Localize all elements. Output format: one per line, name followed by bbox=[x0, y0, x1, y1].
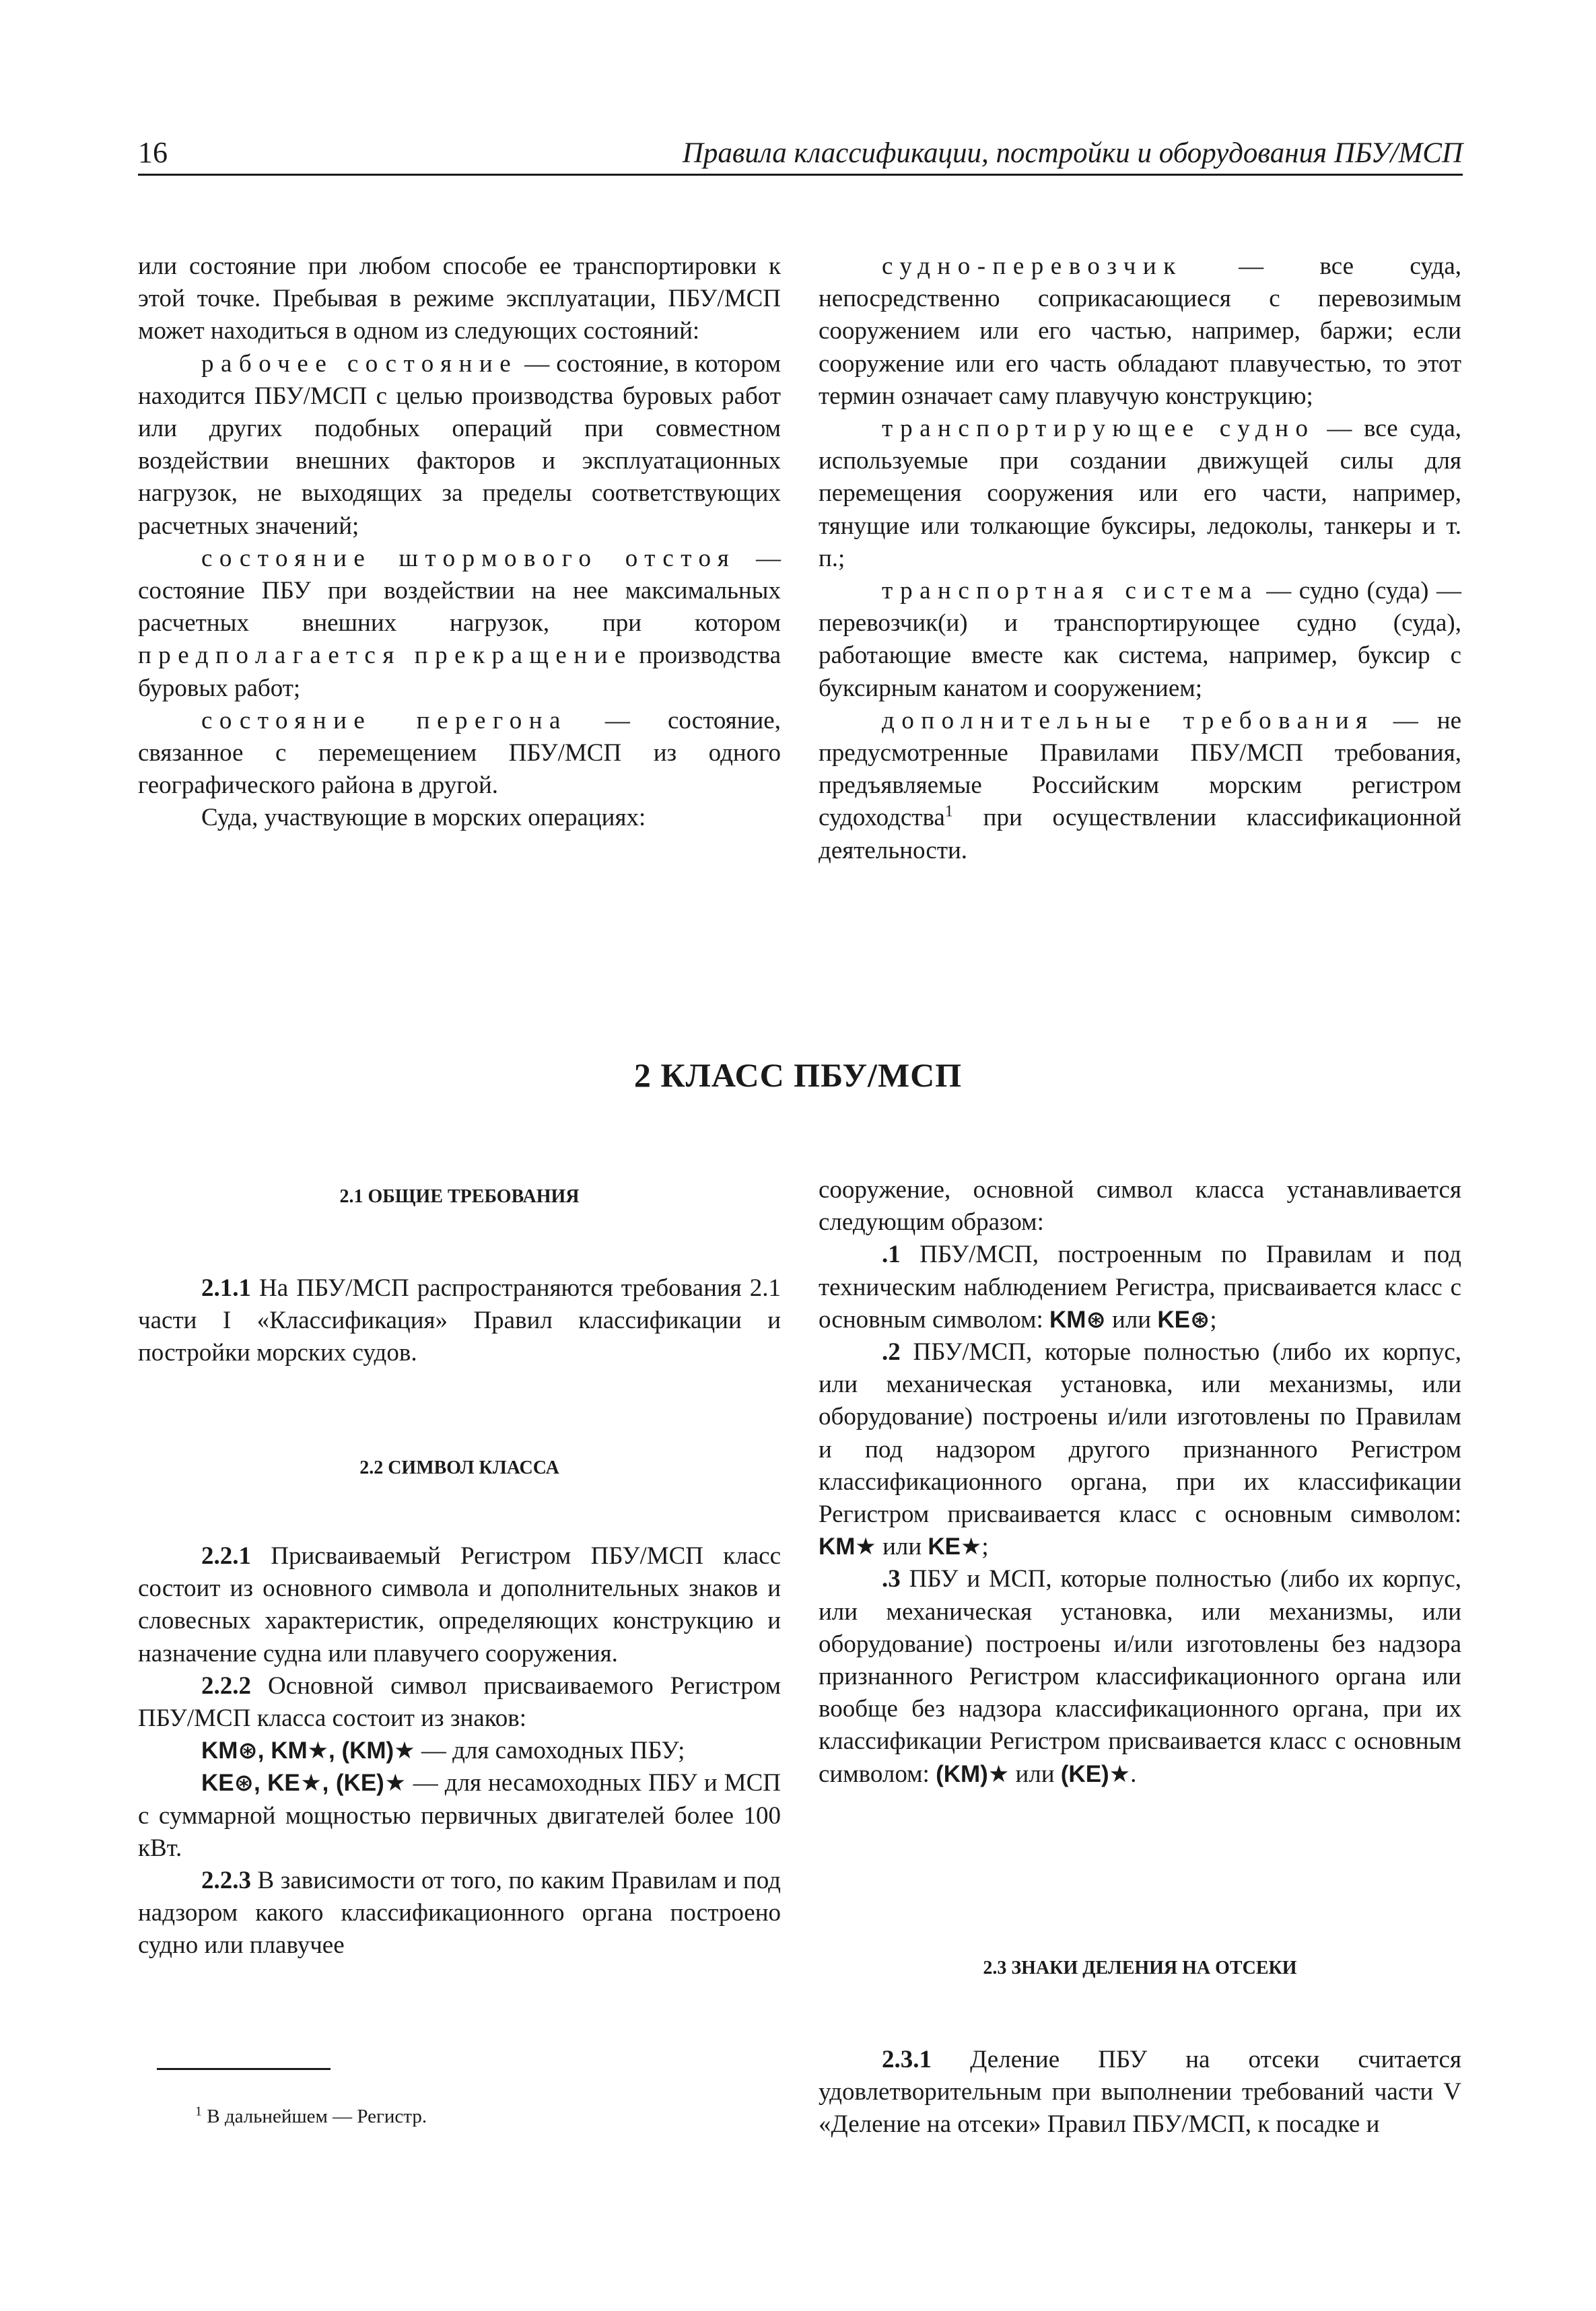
section-2-3-body bbox=[819, 2044, 1461, 2141]
definition-transport-system: транспортная система — судно (суда) — перевозчик(и) и транспортирующее судно (суда), работающие вместе как система, например, буксир с буксирным канатом и сооружением; bbox=[819, 577, 1461, 702]
definition-storm-state: состояние штормового отстоя — состояние ПБУ при воздействии на нее максимальных расчетных внешних нагрузок, при котором предполагается прекращение производства буровых работ; bbox=[138, 544, 781, 702]
term: транспортная система bbox=[882, 577, 1259, 605]
section-2-2-continued bbox=[819, 1174, 1461, 1791]
item-1: .1 ПБУ/МСП, построенным по Правилам и под техническим наблюдением Регистра, присваивается класс с основным символом: KM⊛ или KE⊛; bbox=[819, 1241, 1461, 1334]
top-right-column bbox=[819, 250, 1461, 867]
paragraph: Суда, участвующие в морских операциях: bbox=[201, 804, 646, 832]
symbol-line-non-self-propelled: KE⊛, KE★, (KE)★ — для несамоходных ПБУ и МСП с суммарной мощностью первичных двигателей более 100 кВт. bbox=[138, 1769, 781, 1862]
paragraph-2-3-1: 2.3.1 Деление ПБУ на отсеки считается удовлетворительным при выполнении требований части V «Деление на отсеки» Правил ПБУ/МСП, к посадке и bbox=[819, 2046, 1461, 2139]
paragraph: сооружение, основной символ класса устанавливается следующим образом: bbox=[819, 1176, 1461, 1237]
chapter-title: 2 КЛАСС ПБУ/МСП bbox=[633, 1056, 963, 1094]
class-symbols: KE⊛, KE★, (KE)★ bbox=[201, 1770, 407, 1797]
definition-additional-requirements: дополнительные требования — не предусмотренные Правилами ПБУ/МСП требования, предъявляемые Российским морским регистром судоходства$^1$ при осуществлении классификационной деятельности. bbox=[819, 706, 1461, 864]
section-title-2-1: 2.1 ОБЩИЕ ТРЕБОВАНИЯ bbox=[339, 1186, 580, 1207]
term: транспортирующее судно bbox=[882, 415, 1315, 443]
page-number: 16 bbox=[138, 136, 168, 169]
term: состояние штормового отстоя bbox=[201, 544, 736, 572]
section-2-1-body bbox=[138, 1272, 781, 1370]
item-3: .3 ПБУ и МСП, которые полностью (либо их корпус, или механическая установка, или механизмы, или оборудование) построены и/или изготовлены без надзора признанного Регистром классификационного органа или вообще без надзора классификационного органа, при их классификации Регистром присваивается класс с основным символом: (KM)★ или (KE)★. bbox=[819, 1565, 1461, 1788]
symbol-line-self-propelled: KM⊛, KM★, (KM)★ — для самоходных ПБУ; bbox=[201, 1737, 685, 1765]
item-2: .2 ПБУ/МСП, которые полностью (либо их корпус, или механическая установка, или механизмы, или оборудование) построены и/или изготовлены по Правилам и под надзором другого признанного Регистром классификационного органа, при их классификации Регистром присваивается класс с основным символом: KM★ или KE★; bbox=[819, 1338, 1461, 1561]
definition-transit-state: состояние перегона — состояние, связанное с перемещением ПБУ/МСП из одного географического района в другой. bbox=[138, 706, 781, 800]
paragraph-2-2-3: 2.2.3 В зависимости от того, по каким Правилам и под надзором какого классификационного органа построено судно или плавучее bbox=[138, 1867, 781, 1960]
term: дополнительные требования bbox=[882, 706, 1375, 734]
running-title: Правила классификации, постройки и оборудования ПБУ/МСП bbox=[682, 137, 1463, 169]
footnote-ref: 1 bbox=[944, 803, 953, 821]
page-header bbox=[138, 133, 1463, 176]
paragraph-2-1-1: 2.1.1 На ПБУ/МСП распространяются требования 2.1 части I «Классификация» Правил классификации и постройки морских судов. bbox=[138, 1274, 781, 1367]
term: рабочее состояние bbox=[201, 349, 518, 378]
top-left-column bbox=[138, 250, 781, 835]
paragraph-2-2-2: 2.2.2 Основной символ присваиваемого Регистром ПБУ/МСП класса состоит из знаков: bbox=[138, 1671, 781, 1733]
footnote-divider bbox=[157, 2068, 331, 2070]
section-2-2-body bbox=[138, 1540, 781, 1962]
term: состояние перегона bbox=[201, 706, 567, 734]
class-symbols: KM⊛, KM★, (KM)★ bbox=[201, 1737, 415, 1764]
paragraph: или состояние при любом способе ее транспортировки к этой точке. Пребывая в режиме эксплуатации, ПБУ/МСП может находиться в одном из следующих состояний: bbox=[138, 252, 781, 345]
paragraph-2-2-1: 2.2.1 Присваиваемый Регистром ПБУ/МСП класс состоит из основного символа и дополнительных знаков и словесных характеристик, определяющих конструкцию и назначение судна или плавучего сооружения. bbox=[138, 1542, 781, 1667]
footnote: $^1$ В дальнейшем — Регистр. bbox=[195, 2104, 427, 2127]
definition-working-state: рабочее состояние — состояние, в котором находится ПБУ/МСП с целью производства буровых работ или других подобных операций при совместном воздействии внешних факторов и эксплуатационных нагрузок, не выходящих за пределы соответствующих расчетных значений; bbox=[138, 349, 781, 540]
definition-towing-vessel: транспортирующее судно — все суда, используемые при создании движущей силы для перемещения сооружения или его части, например, тянущие или толкающие буксиры, ледоколы, танкеры и т. п.; bbox=[819, 415, 1461, 572]
section-title-2-3: 2.3 ЗНАКИ ДЕЛЕНИЯ НА ОТСЕКИ bbox=[983, 1958, 1297, 1978]
term: судно-перевозчик bbox=[882, 252, 1183, 280]
section-title-2-2: 2.2 СИМВОЛ КЛАССА bbox=[359, 1457, 559, 1478]
definition-carrier: судно-перевозчик — все суда, непосредственно соприкасающиеся с перевозимым сооружением или его частью, например, баржи; если сооружение или его часть обладают плавучестью, то этот термин означает саму плавучую конструкцию; bbox=[819, 252, 1461, 410]
footnote-mark: 1 bbox=[195, 2104, 202, 2119]
